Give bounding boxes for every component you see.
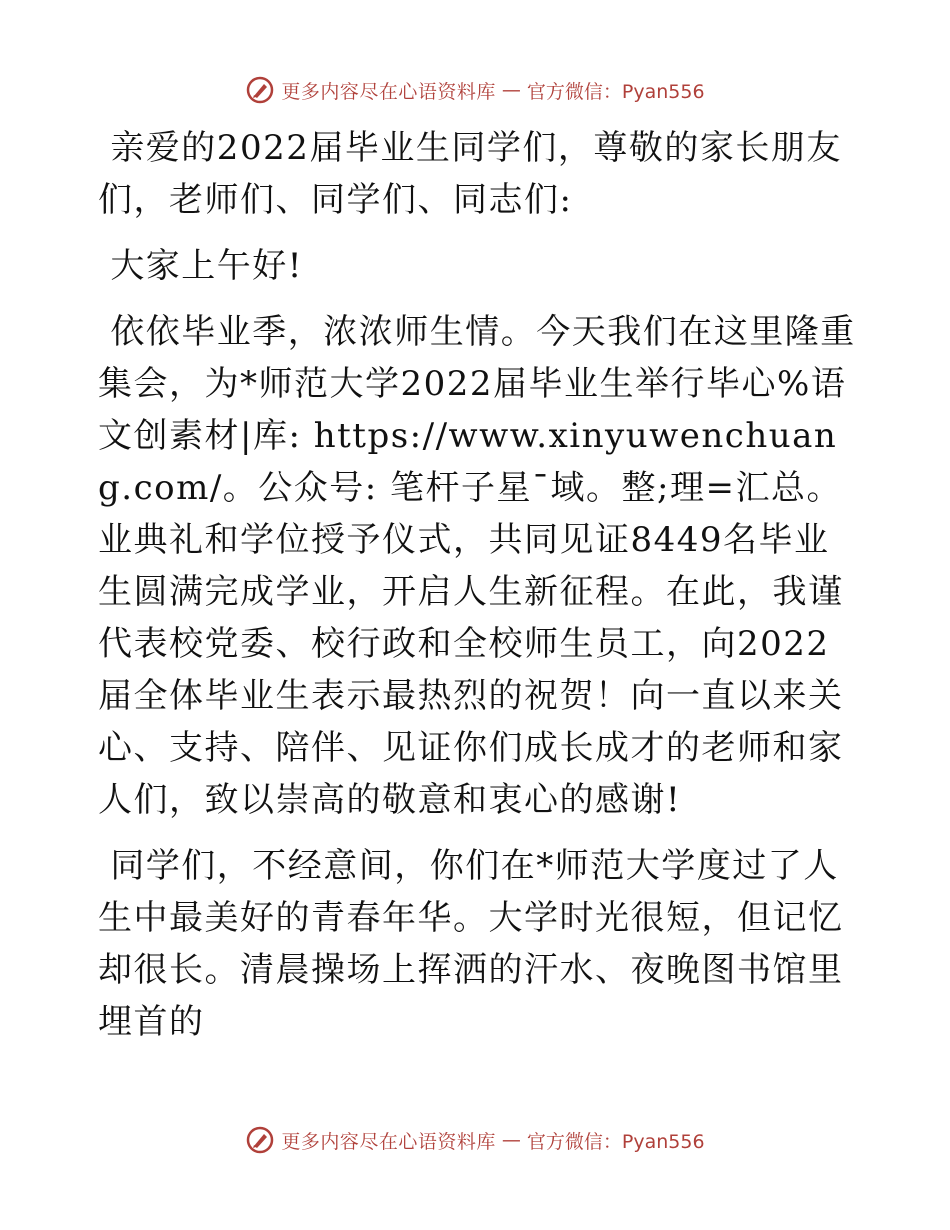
pen-logo-icon — [245, 75, 275, 105]
paragraph-greeting: 亲爱的2022届毕业生同学们，尊敬的家长朋友们，老师们、同学们、同志们: — [98, 128, 842, 220]
header-banner — [0, 70, 950, 110]
paragraph-salutation: 大家上午好! — [98, 246, 303, 286]
paragraph-memories: 同学们，不经意间，你们在*师范大学度过了人生中最美好的青春年华。大学时光很短，但记忆却很长。清晨操场上挥洒的汗水、夜晚图书馆里埋首的 — [98, 846, 844, 1042]
banner-separator: — — [501, 1129, 521, 1151]
banner-text: 更多内容尽在心语资料库 — [281, 1130, 496, 1153]
banner-wechat: 官方微信：Pyan556 — [526, 80, 705, 103]
document-body — [98, 122, 858, 1062]
paragraph-main: 依依毕业季，浓浓师生情。今天我们在这里隆重集会，为*师范大学2022届毕业生举行毕心%语文创素材|库: https://www.xinyuwenchuang.com/。公众号: 笔杆子星¯域。整;理=汇总。业典礼和学位授予仪式，共同见证8449名毕业生圆满完成学业，开启人生新征程。在此，我谨代表校党委、校行政和全校师生员工，向2022届全体毕业生表示最热烈的祝贺！向一直以来关心、支持、陪伴、见证你们成长成才的老师和家人们，致以崇高的敬意和衷心的感谢! — [98, 312, 856, 820]
banner-text: 更多内容尽在心语资料库 — [281, 80, 496, 103]
pen-logo-icon — [245, 1125, 275, 1155]
banner-wechat: 官方微信：Pyan556 — [526, 1130, 705, 1153]
footer-banner — [0, 1120, 950, 1160]
banner-separator: — — [501, 79, 521, 101]
